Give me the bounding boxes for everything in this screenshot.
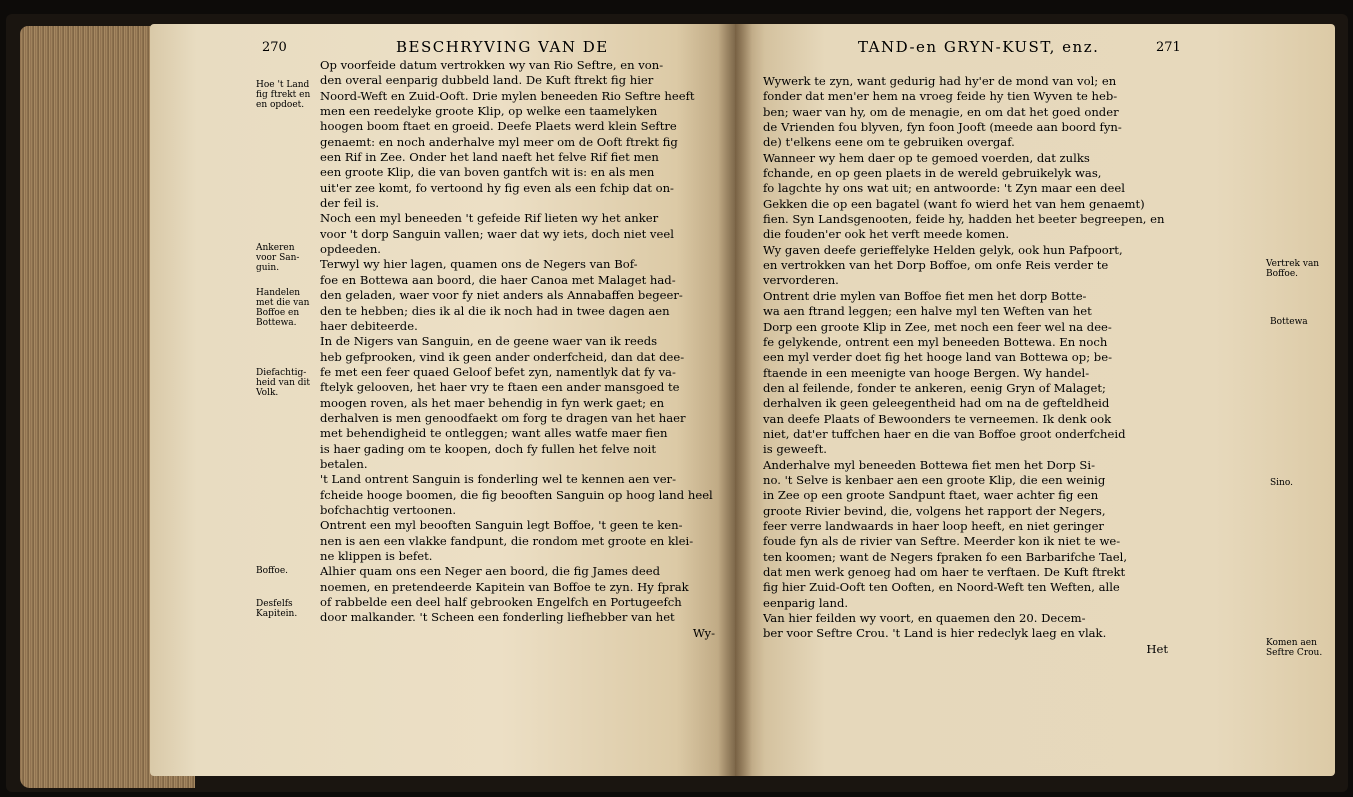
text-line: genaemt: en noch anderhalve myl meer om de Ooft ftrekt fig (320, 134, 678, 149)
right-margin-note (1266, 259, 1319, 279)
text-line: fo lagchte hy ons wat uit; en antwoorde: 't Zyn maar een deel (763, 181, 1125, 196)
text-line: Noch een myl beneeden 't gefeide Rif lieten wy het anker (320, 211, 659, 226)
left-running-head: BESCHRYVING VAN DE (396, 38, 609, 56)
right-page-body (763, 74, 1168, 657)
text-line: Alhier quam ons een Neger aen boord, die fig James deed (320, 564, 661, 579)
text-line: der feil is. (320, 196, 380, 211)
margin-note-line: met die van (256, 298, 310, 308)
right-margin-note (1270, 317, 1308, 327)
text-line: dat men werk genoeg had om haer te verftaen. De Kuft ftrekt (763, 565, 1126, 579)
text-line: een myl verder doet fig het hooge land van Bottewa op; be- (763, 350, 1112, 365)
margin-note-line: heid van dit (256, 378, 310, 388)
margin-note-line: Boffoe. (256, 566, 289, 576)
text-line: groote Rivier bevind, die, volgens het rapport der Negers, (763, 503, 1106, 518)
text-line: of rabbelde een deel half gebrooken Engelfch en Portugeefch (320, 595, 682, 610)
text-line: vervorderen. (763, 273, 839, 288)
left-margin-note (256, 80, 310, 110)
text-line: ftelyk gelooven, het haer vry te ftaen een ander mansgoed te (320, 380, 680, 395)
text-line: feer verre landwaards in haer loop heeft, en niet geringer (763, 518, 1104, 533)
text-line: fchande, en op geen plaets in de wereld gebruikelyk was, (763, 166, 1102, 181)
text-line: fonder dat men'er hem na vroeg feide hy tien Wyven te heb- (763, 89, 1118, 104)
text-line: een Rif in Zee. Onder het land naeft het felve Rif fiet men (320, 150, 659, 165)
text-line: fe gelykende, ontrent een myl beneeden Bottewa. En noch (763, 334, 1108, 349)
text-line: opdeeden. (320, 242, 381, 257)
text-line: ben; waer van hy, om de menagie, en om dat het goed onder (763, 104, 1119, 119)
right-page-number: 271 (1156, 40, 1181, 55)
text-line: heb gefprooken, vind ik geen ander onderfcheid, dan dat dee- (320, 349, 685, 364)
text-line: ten koomen; want de Negers fpraken fo een Barbarifche Tael, (763, 549, 1128, 564)
text-line: met behendigheid te ontleggen; want alles watfe maer fien (320, 426, 668, 441)
text-line: is haer gading om te koopen, doch fy fullen het felve noit (320, 441, 657, 456)
text-line: In de Nigers van Sanguin, en de geene waer van ik reeds (320, 334, 658, 349)
text-line: door malkander. 't Scheen een fonderling liefhebber van het (320, 610, 675, 625)
text-line: bofchachtig vertoonen. (320, 502, 457, 517)
catchword: Wy- (692, 625, 715, 640)
catchword: Het (1146, 641, 1168, 656)
left-page-body (320, 58, 715, 641)
text-line: Wanneer wy hem daer op te gemoed voerden, dat zulks (763, 150, 1090, 165)
margin-note-line: Kapitein. (256, 609, 298, 619)
text-line: Wy gaven deefe gerieffelyke Helden gelyk, ook hun Pafpoort, (763, 242, 1123, 257)
margin-note-line: Seftre Crou. (1266, 648, 1323, 658)
text-line: Van hier feilden wy voort, en quaemen den 20. Decem- (763, 611, 1086, 626)
margin-note-line: Bottewa (1270, 317, 1308, 327)
text-line: Noord-Weft en Zuid-Ooft. Drie mylen beneeden Rio Seftre heeft (320, 88, 695, 103)
text-line: Op voorfeide datum vertrokken wy van Rio Seftre, en von- (320, 58, 664, 72)
text-line: Ontrent een myl beooften Sanguin legt Boffoe, 't geen te ken- (320, 518, 683, 533)
text-line: ne klippen is befet. (320, 549, 433, 563)
margin-note-line: Vertrek van (1266, 259, 1320, 269)
text-line: uit'er zee komt, fo vertoond hy fig even als een fchip dat on- (320, 180, 674, 195)
text-line: een groote Klip, die van boven gantfch wit is: en als men (320, 165, 655, 180)
text-line: en vertrokken van het Dorp Boffoe, om onfe Reis verder te (763, 258, 1109, 273)
text-line: fien. Syn Landsgenooten, feide hy, hadden het beeter begreepen, en (763, 212, 1165, 227)
text-line: fig hier Zuid-Ooft ten Ooften, en Noord-Weft ten Weften, alle (763, 580, 1120, 595)
left-margin-note (256, 243, 299, 273)
text-line: foude fyn als de rivier van Seftre. Meerder kon ik niet te we- (763, 534, 1121, 549)
right-margin-note (1270, 478, 1293, 488)
text-line: ftaende in een meenigte van hooge Bergen. Wy handel- (763, 365, 1090, 380)
margin-note-line: fig ftrekt en (256, 90, 311, 100)
text-line: den al feilende, fonder te ankeren, eenig Gryn of Malaget; (763, 380, 1106, 395)
margin-note-line: voor San- (256, 253, 300, 263)
margin-note-line: Diefachtig- (256, 368, 307, 378)
text-line: no. 't Selve is kenbaer aen een groote Klip, die een weinig (763, 472, 1106, 487)
text-line: is geweeft. (763, 442, 827, 457)
margin-note-line: guin. (256, 263, 280, 273)
right-margin-note (1266, 638, 1322, 658)
book-gutter (718, 24, 752, 776)
text-line: Dorp een groote Klip in Zee, met noch een feer wel na dee- (763, 319, 1112, 334)
margin-note-line: Boffoe. (1266, 269, 1299, 279)
left-margin-note (256, 368, 310, 398)
text-line: nen is aen een vlakke fandpunt, die rondom met groote en klei- (320, 533, 694, 548)
text-line: betalen. (320, 456, 368, 471)
text-line: den overal eenparig dubbeld land. De Kuft ftrekt fig hier (320, 73, 654, 88)
text-line: den te hebben; dies ik al die ik noch had in twee dagen aen (320, 303, 670, 318)
text-line: eenparig land. (763, 595, 849, 610)
text-line: men een reedelyke groote Klip, op welke een taamelyken (320, 104, 658, 119)
left-page-number: 270 (262, 40, 287, 55)
left-margin-note (256, 288, 309, 328)
margin-note-line: Hoe 't Land (256, 80, 310, 90)
left-margin-note (256, 566, 288, 576)
text-line: de Vrienden fou blyven, fyn foon Jooft (meede aan boord fyn- (763, 120, 1122, 135)
margin-note-line: Bottewa. (256, 318, 297, 328)
text-line: de) t'elkens eene om te gebruiken overgaf. (763, 135, 1015, 150)
text-line: 't Land ontrent Sanguin is fonderling wel te kennen aen ver- (320, 472, 677, 487)
margin-note-line: en opdoet. (256, 100, 305, 110)
text-line: hoogen boom ftaet en groeid. Deefe Plaets werd klein Seftre (320, 119, 677, 134)
text-line: den geladen, waer voor fy niet anders als Annabaffen begeer- (320, 288, 683, 303)
margin-note-line: Desfelfs (256, 599, 293, 609)
text-line: Wywerk te zyn, want gedurig had hy'er de mond van vol; en (763, 74, 1117, 88)
text-line: Gekken die op een bagatel (want fo wierd het van hem genaemt) (763, 196, 1145, 211)
margin-note-line: Komen aen (1266, 638, 1317, 648)
text-line: moogen roven, als het maer behendig in fyn werk gaet; en (320, 395, 665, 410)
text-line: Terwyl wy hier lagen, quamen ons de Negers van Bof- (320, 257, 638, 272)
text-line: Anderhalve myl beneeden Bottewa fiet men het Dorp Si- (763, 457, 1096, 472)
text-line: derhalven is men genoodfaekt om forg te dragen van het haer (320, 410, 686, 425)
right-running-head: TAND-en GRYN-KUST, enz. (858, 38, 1100, 56)
margin-note-line: Boffoe en (256, 308, 300, 318)
text-line: ber voor Seftre Crou. 't Land is hier redeclyk laeg en vlak. (763, 626, 1107, 641)
left-margin-note (256, 599, 297, 619)
text-line: voor 't dorp Sanguin vallen; waer dat wy iets, doch niet veel (320, 226, 674, 241)
text-line: fcheide hooge boomen, die fig beooften Sanguin op hoog land heel (320, 487, 713, 502)
margin-note-line: Ankeren (256, 243, 295, 253)
margin-note-line: Handelen (256, 288, 301, 298)
text-line: noemen, en pretendeerde Kapitein van Boffoe te zyn. Hy fprak (320, 579, 689, 594)
margin-note-line: Sino. (1270, 478, 1293, 488)
text-line: fe met een feer quaed Geloof befet zyn, namentlyk dat fy va- (320, 364, 676, 379)
text-line: niet, dat'er tuffchen haer en die van Boffoe groot onderfcheid (763, 426, 1126, 441)
margin-note-line: Volk. (256, 388, 279, 398)
text-line: in Zee op een groote Sandpunt ftaet, waer achter fig een (763, 488, 1099, 503)
text-line: derhalven ik geen geleegentheid had om na de gefteldheid (763, 396, 1110, 411)
text-line: wa aen ftrand leggen; een halve myl ten Weften van het (763, 304, 1092, 319)
text-line: die fouden'er ook het verft meede komen. (763, 227, 1010, 242)
text-line: haer debiteerde. (320, 318, 418, 333)
text-line: Ontrent drie mylen van Boffoe fiet men het dorp Botte- (763, 288, 1087, 303)
text-line: foe en Bottewa aan boord, die haer Canoa met Malaget had- (320, 272, 676, 287)
text-line: van deefe Plaats of Bewoonders te verneemen. Ik denk ook (763, 411, 1112, 426)
